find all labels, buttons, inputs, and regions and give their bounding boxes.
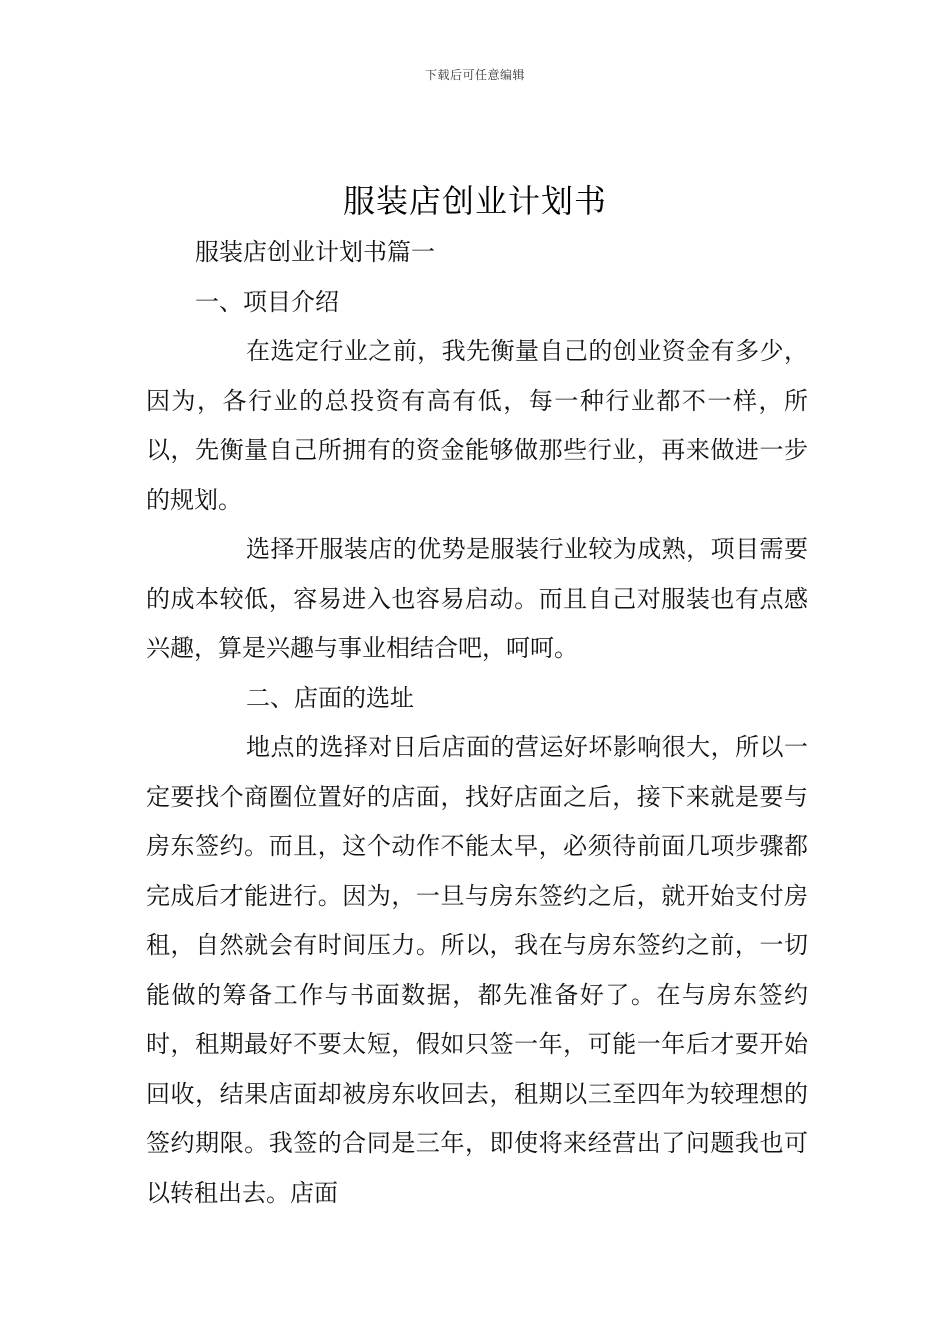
document-title: 服装店创业计划书 [342,182,607,220]
document-subtitle: 服装店创业计划书篇一 [195,238,435,266]
section-heading-store-location: 二、店面的选址 [246,683,414,712]
paragraph-3: 地点的选择对日后店面的营运好坏影响很大，所以一定要找个商圈位置好的店面，找好店面之后，接下来就是要与房东签约。而且，这个动作不能太早，必须待前面几项步骤都完成后才能进行。因为，一旦与房东签约之后，就开始支付房租，自然就会有时间压力。所以，我在与房东签约之前，一切能做的筹备工作与书面数据，都先准备好了。在与房东签约时，租期最好不要太短，假如只签一年，可能一年后才要开始回收，结果店面却被房东收回去，租期以三至四年为较理想的签约期限。我签的合同是三年，即使将来经营出了问题我也可以转租出去。店面 [146,733,808,1207]
section-heading-project-intro: 一、项目介绍 [195,287,339,316]
document-body [146,228,808,1218]
header-note: 下载后可任意编辑 [424,68,525,82]
paragraph-1: 在选定行业之前，我先衡量自己的创业资金有多少，因为，各行业的总投资有高有低，每一种行业都不一样，所以，先衡量自己所拥有的资金能够做那些行业，再来做进一步的规划。 [146,337,808,514]
paragraph-2: 选择开服装店的优势是服装行业较为成熟，项目需要的成本较低，容易进入也容易启动。而且自己对服装也有点感兴趣，算是兴趣与事业相结合吧，呵呵。 [146,535,808,662]
